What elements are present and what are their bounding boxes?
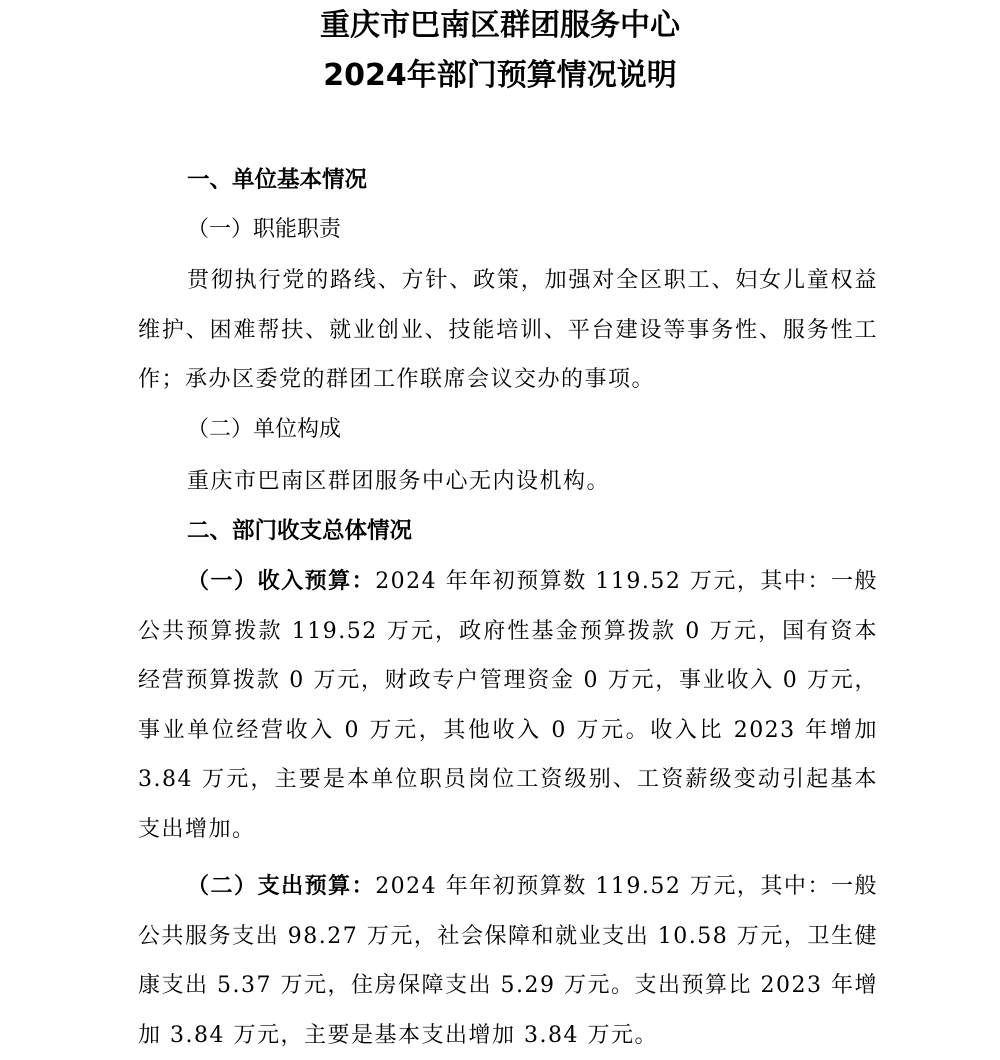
document-title-line-1: 重庆市巴南区群团服务中心 (320, 8, 680, 43)
paragraph-income-budget (138, 557, 878, 854)
income-budget-text: 2024 年年初预算数 119.52 万元，其中：一般公共预算拨款 119.52 万元，政府性基金预算拨款 0 万元，国有资本经营预算拨款 0 万元，财政专户管理资金 0 万元，事业收入 0 万元，事业单位经营收入 0 万元，其他收入 0 万元。收入比 2023 年增加 3.84 万元，主要是本单位职员岗位工资级别、工资薪级变动引起基本支出增加。 (138, 569, 878, 842)
subsection-heading-composition: （二）单位构成 (187, 417, 342, 442)
subsection-heading-duties: （一）职能职责 (187, 217, 342, 242)
expenditure-budget-label: （二）支出预算： (187, 874, 376, 899)
section-heading-basic-info: 一、单位基本情况 (187, 167, 368, 193)
income-budget-label: （一）收入预算： (187, 569, 376, 594)
expenditure-budget-text: 2024 年年初预算数 119.52 万元，其中：一般公共服务支出 98.27 万元，社会保障和就业支出 10.58 万元，卫生健康支出 5.37 万元，住房保障支出 5.29 万元。支出预算比 2023 年增加 3.84 万元，主要是基本支出增加 3.84 万元。 (138, 874, 878, 1048)
paragraph-expenditure-budget (138, 862, 878, 1060)
paragraph-composition: 重庆市巴南区群团服务中心无内设机构。 (187, 469, 611, 494)
paragraph-duties: 贯彻执行党的路线、方针、政策，加强对全区职工、妇女儿童权益维护、困难帮扶、就业创业、技能培训、平台建设等事务性、服务性工作；承办区委党的群团工作联席会议交办的事项。 (138, 268, 878, 392)
document-title-line-2: 2024年部门预算情况说明 (323, 58, 677, 93)
section-heading-budget-overview: 二、部门收支总体情况 (187, 518, 413, 544)
